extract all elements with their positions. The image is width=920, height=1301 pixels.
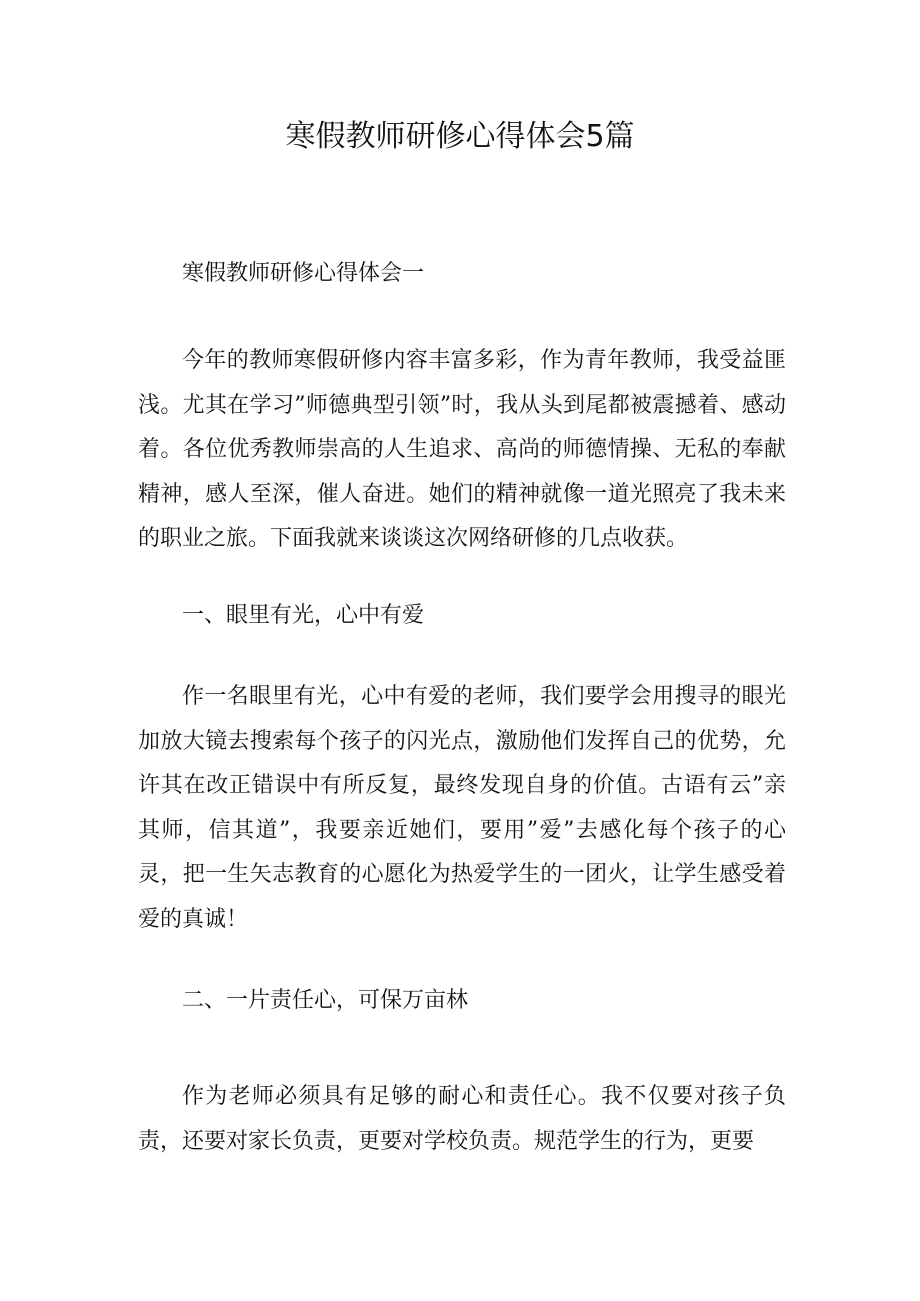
heading-responsibility: 二、一片责任心，可保万亩林 [182, 988, 469, 1013]
paragraph-intro: 今年的教师寒假研修内容丰富多彩，作为青年教师，我受益匪浅。尤其在学习”师德典型引领”时，我从头到尾都被震撼着、感动着。各位优秀教师崇高的人生追求、高尚的师德情操、无私的奉献精神，感人至深，催人奋进。她们的精神就像一道光照亮了我未来的职业之旅。下面我就来谈谈这次网络研修的几点收获。 [138, 348, 786, 551]
document-title: 寒假教师研修心得体会5篇 [285, 119, 635, 154]
paragraph-light-and-love: 作一名眼里有光，心中有爱的老师，我们要学会用搜寻的眼光加放大镜去搜索每个孩子的闪光点，激励他们发挥自己的优势，允许其在改正错误中有所反复，最终发现自身的价值。古语有云”亲其师，信其道”，我要亲近她们，要用”爱”去感化每个孩子的心灵，把一生矢志教育的心愿化为热爱学生的一团火，让学生感受着爱的真诚！ [138, 684, 786, 932]
section-title: 寒假教师研修心得体会一 [182, 261, 425, 286]
paragraph-responsibility: 作为老师必须具有足够的耐心和责任心。我不仅要对孩子负责，还要对家长负责，更要对学校负责。规范学生的行为，更要 [138, 1084, 786, 1154]
heading-light-and-love: 一、眼里有光，心中有爱 [182, 603, 425, 628]
